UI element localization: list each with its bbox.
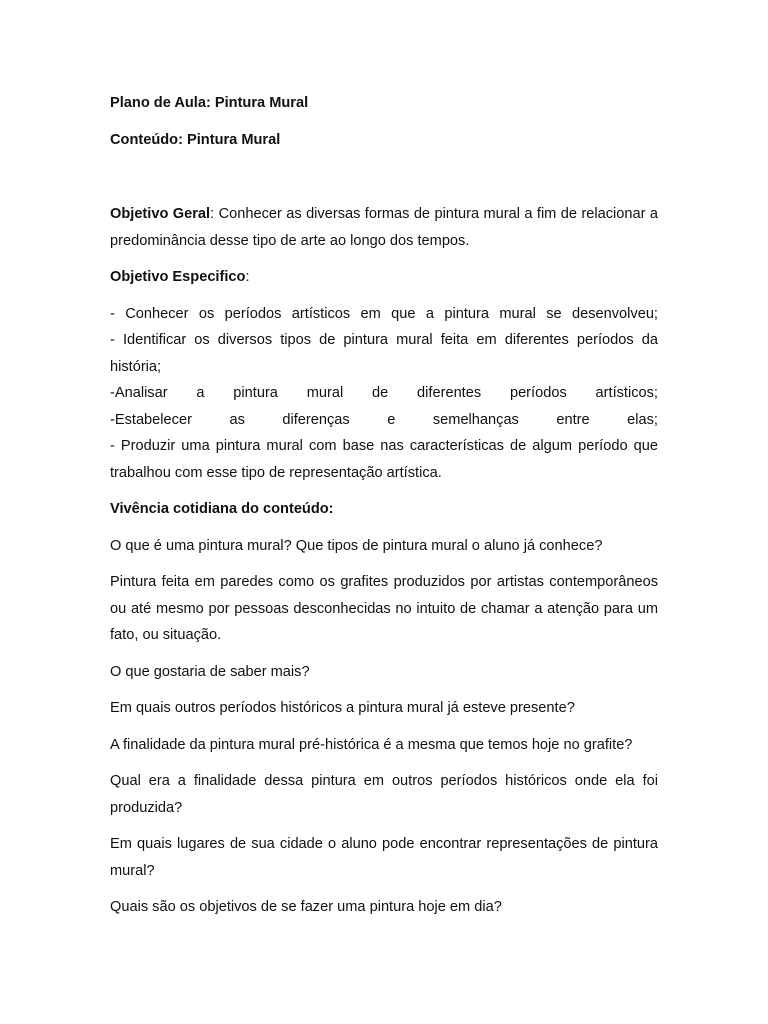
specific-objective-heading — [110, 264, 658, 291]
paragraph: Pintura feita em paredes como os grafites produzidos por artistas contemporâneos ou até mesmo por pessoas desconhecidas no intuito de chamar a atenção para um fato, ou situação. — [110, 574, 658, 643]
list-item: - Produzir uma pintura mural com base nas características de algum período que trabalhou com esse tipo de representação artística. — [110, 438, 658, 481]
list-item: -Estabelecer as diferenças e semelhanças entre elas; — [110, 411, 658, 428]
general-objective — [110, 201, 658, 254]
document-title: Plano de Aula: Pintura Mural — [110, 95, 309, 111]
list-item: -Analisar a pintura mural de diferentes períodos artísticos; — [110, 385, 658, 401]
paragraph: O que gostaria de saber mais? — [110, 663, 310, 680]
paragraph: Em quais lugares de sua cidade o aluno pode encontrar representações de pintura mural? — [110, 836, 658, 879]
general-objective-text: : Conhecer as diversas formas de pintura mural a fim de relacionar a predominância desse tipo de arte ao longo dos tempos. — [110, 206, 658, 249]
list-item: - Identificar os diversos tipos de pintura mural feita em diferentes períodos da história; — [110, 332, 658, 375]
content-heading: Conteúdo: Pintura Mural — [110, 131, 281, 148]
specific-objective-list — [110, 301, 658, 487]
list-item: - Conhecer os períodos artísticos em que a pintura mural se desenvolveu; — [110, 305, 658, 322]
paragraph: O que é uma pintura mural? Que tipos de pintura mural o aluno já conhece? — [110, 537, 603, 554]
paragraph: A finalidade da pintura mural pré-histórica é a mesma que temos hoje no grafite? — [110, 736, 633, 753]
paragraph: Quais são os objetivos de se fazer uma pintura hoje em dia? — [110, 899, 502, 915]
specific-objective-label: Objetivo Especifico — [110, 269, 246, 285]
paragraph: Qual era a finalidade dessa pintura em outros períodos históricos onde ela foi produzida? — [110, 773, 658, 816]
vivencia-heading: Vivência cotidiana do conteúdo: — [110, 501, 334, 517]
general-objective-label: Objetivo Geral — [110, 206, 211, 222]
specific-objective-colon: : — [245, 269, 250, 285]
document-page — [110, 90, 658, 921]
paragraph: Em quais outros períodos históricos a pintura mural já esteve presente? — [110, 700, 575, 716]
